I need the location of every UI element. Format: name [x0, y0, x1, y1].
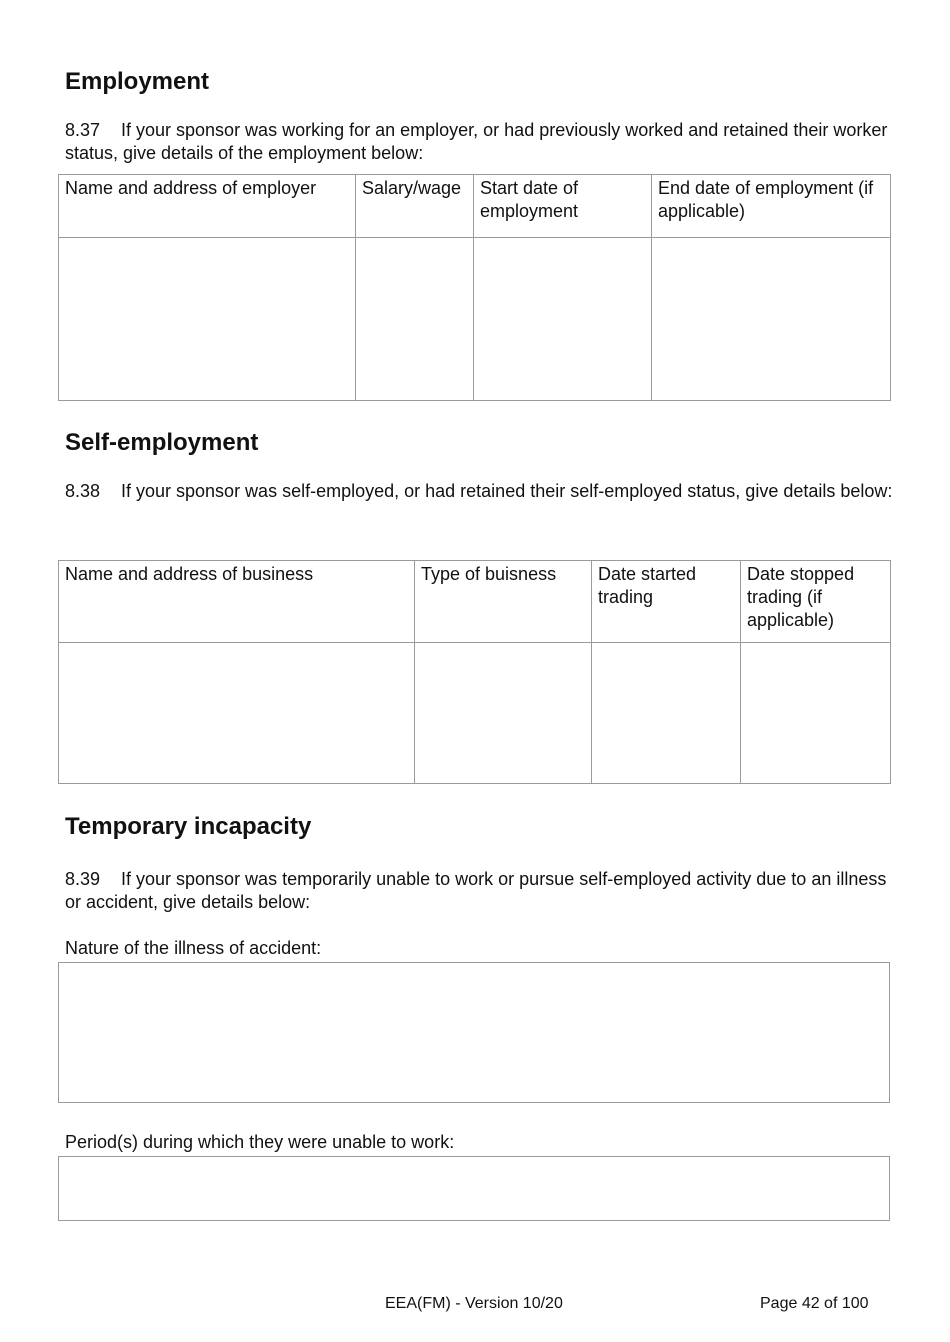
- self-employment-table: [58, 560, 891, 784]
- business-input-cell[interactable]: [59, 643, 415, 784]
- start-date-input-cell[interactable]: [474, 238, 652, 401]
- footer-version: EEA(FM) - Version 10/20: [385, 1295, 563, 1312]
- question-number: 8.38: [65, 481, 101, 501]
- period-label: Period(s) during which they were unable to work:: [65, 1132, 455, 1152]
- table-row: [59, 238, 891, 401]
- period-input-box[interactable]: [58, 1156, 890, 1221]
- header-date-stopped: Date stopped trading (if applicable): [741, 561, 891, 643]
- table-header-row: [59, 561, 891, 643]
- header-employer: Name and address of employer: [59, 175, 356, 238]
- nature-input-box[interactable]: [58, 962, 890, 1103]
- end-date-input-cell[interactable]: [652, 238, 891, 401]
- table-header-row: [59, 175, 891, 238]
- nature-label: Nature of the illness of accident:: [65, 938, 322, 958]
- question-number: 8.39: [65, 869, 101, 889]
- self-employment-heading: Self-employment: [65, 429, 259, 456]
- header-date-started: Date started trading: [592, 561, 741, 643]
- question-8-37: [65, 119, 895, 165]
- table-row: [59, 643, 891, 784]
- header-salary: Salary/wage: [356, 175, 474, 238]
- footer-page-number: Page 42 of 100: [760, 1295, 869, 1312]
- question-8-39: [65, 868, 895, 914]
- employment-table: [58, 174, 891, 401]
- question-text: If your sponsor was temporarily unable to work or pursue self-employed activity due to an illness or accident, give details below:: [65, 869, 887, 912]
- salary-input-cell[interactable]: [356, 238, 474, 401]
- header-business-type: Type of buisness: [415, 561, 592, 643]
- incapacity-heading: Temporary incapacity: [65, 813, 312, 840]
- question-text: If your sponsor was working for an employer, or had previously worked and retained their worker status, give details of the employment below:: [65, 120, 888, 163]
- question-text: If your sponsor was self-employed, or had retained their self-employed status, give details below:: [121, 481, 893, 501]
- header-start-date: Start date of employment: [474, 175, 652, 238]
- date-started-input-cell[interactable]: [592, 643, 741, 784]
- employment-heading: Employment: [65, 68, 210, 95]
- date-stopped-input-cell[interactable]: [741, 643, 891, 784]
- employer-input-cell[interactable]: [59, 238, 356, 401]
- business-type-input-cell[interactable]: [415, 643, 592, 784]
- question-8-38: [65, 480, 895, 503]
- header-business: Name and address of business: [59, 561, 415, 643]
- header-end-date: End date of employment (if applicable): [652, 175, 891, 238]
- question-number: 8.37: [65, 120, 101, 140]
